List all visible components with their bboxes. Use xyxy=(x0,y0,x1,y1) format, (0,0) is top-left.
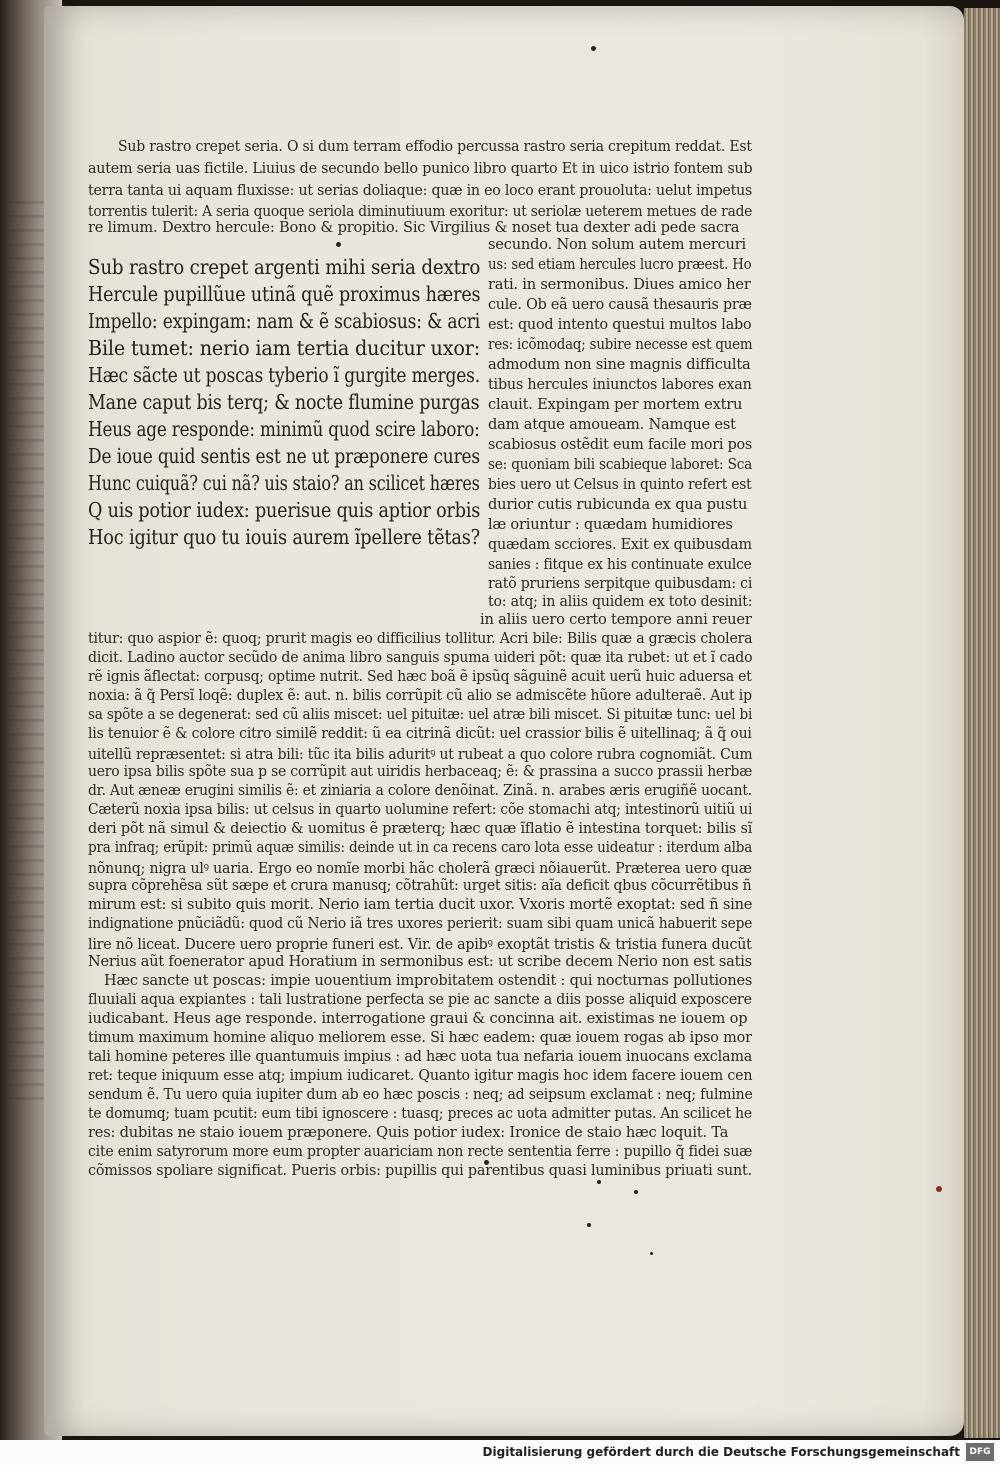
commentary-line: lire nõ liceat. Ducere uero proprie funeri est. Vir. de apibꝰ exoptãt tristis & tristia funera ducũt xyxy=(88,936,752,953)
commentary-line: sanies : fitque ex his continuate exulce xyxy=(488,556,752,573)
commentary-line: terra tanta ui aquam fluxisse: ut serias doliaque: quæ in eo loco erant prouoluta: uelut impetus xyxy=(88,182,753,199)
commentary-line: sa spõte a se degenerat: sed cũ aliis miscet: uel pituitæ: uel atræ bili miscet. Si pituitæ tunc: uel bi xyxy=(88,706,753,723)
commentary-line: noxia: ã q̃ Persĩ loqẽ: duplex ẽ: aut. n. bilis corrũpit cũ alio se admiscẽte hũore adulteraẽ. Aut ip xyxy=(88,687,752,704)
ink-spot xyxy=(634,1190,638,1194)
commentary-line: nõnunq; nigra ulꝰ uaria. Ergo eo nomĩe morbi hãc cholerã græci nõiauerũt. Præterea uero quæ xyxy=(88,860,752,877)
commentary-line: dicit. Ladino auctor secũdo de anima libro sanguis spuma uideri põt: quæ ita rubet: ut et ĩ cado xyxy=(88,649,753,666)
commentary-line: lis tenuior ẽ & colore citro similẽ reddit: ũ ea citrinã dicũt: uel crassior bilis ẽ uitellinaq; ã q̃ oui xyxy=(88,725,752,742)
commentary-line: supra cõprehẽsa sũt sæpe et crura manusq; cõtrahũt: urget sitis: aĩa deficit qbus cõcurrẽtibus ñ xyxy=(88,877,752,894)
ink-spot xyxy=(936,1186,942,1192)
commentary-line: autem seria uas fictile. Liuius de secundo bello punico libro quarto Et in uico istrio fontem sub xyxy=(88,160,753,177)
commentary-line: mirum est: si subito quis morit. Nerio iam tertia ducit uxor. Vxoris mortẽ exoptat: sed ñ sine xyxy=(88,896,753,913)
commentary-line: to: atq; in aliis quidem ex toto desinit: xyxy=(488,593,753,610)
verse-line: Hoc igitur quo tu iouis aurem ĩpellere tẽtas? xyxy=(88,525,481,549)
verse-line: Hæc sãcte ut poscas tyberio ĩ gurgite merges. xyxy=(88,363,480,387)
commentary-line: us: sed etiam hercules lucro præest. Ho xyxy=(488,256,752,273)
footer-bar xyxy=(0,1440,1000,1465)
verse-line: De ioue quid sentis est ne ut præponere cures xyxy=(88,444,480,468)
ink-spot xyxy=(336,242,341,247)
verse-line: Bile tumet: nerio iam tertia ducitur uxor: xyxy=(88,336,481,360)
commentary-line: est: quod intento questui multos labo xyxy=(488,316,752,333)
verse-line: Impello: expingam: nam & ẽ scabiosus: & acri xyxy=(88,309,481,333)
commentary-line: se: quoniam bili scabieque laboret: Sca xyxy=(488,456,753,473)
commentary-line: ret: teque iniquum esse atq; impium iudicaret. Quanto igitur magis hoc idem facere iouem cen xyxy=(88,1067,753,1084)
commentary-line: rati. in sermonibus. Diues amico her xyxy=(488,276,751,293)
verse-line: Hunc cuiquã? cui nã? uis staio? an scilicet hæres xyxy=(88,471,480,495)
commentary-line: læ oriuntur : quædam humidiores xyxy=(488,516,733,533)
commentary-line: cõmissos spoliare significat. Pueris orbis: pupillis qui parentibus quasi luminibus priuati sunt. xyxy=(88,1162,752,1179)
commentary-line: cule. Ob eã uero causã thesauris præ xyxy=(488,296,752,313)
ink-spot xyxy=(650,1252,653,1255)
verse-line: Hercule pupillũue utinã quẽ proximus hæres xyxy=(88,282,481,306)
dfg-logo: DFG xyxy=(966,1443,994,1461)
commentary-line: tibus hercules iniunctos labores exan xyxy=(488,376,752,393)
commentary-line: uitellũ repræsentet: si atra bili: tũc ita bilis aduritꝰ ut rubeat a quo colore rubra cognomiãt. Cum xyxy=(88,746,753,763)
commentary-line: sendum ẽ. Tu uero quia iupiter dum ab eo hæc poscis : neq; ad seipsum exclamat : neq; fulmine xyxy=(88,1086,753,1103)
commentary-line: secundo. Non solum autem mercuri xyxy=(488,236,747,253)
right-page-edges xyxy=(964,8,1000,1438)
commentary-line: tali homine peteres ille quantumuis impius : ad hæc uota tua nefaria iouem inuocans exclama xyxy=(88,1048,753,1065)
commentary-line: cite enim satyrorum more eum propter auariciam non recte sententia ferre : pupillo q̃ fidei suæ xyxy=(88,1143,753,1160)
commentary-line: deri põt nã simul & deiectio & uomitus ẽ præterq; hæc quæ ĩflatio ẽ intestina torquet: bilis sĩ xyxy=(88,820,753,837)
commentary-line: te domumq; tuam pcutit: eum tibi ignoscere : tuasq; preces ac uota admitter putas. An scilicet he xyxy=(88,1105,752,1122)
commentary-line: dr. Aut æneæ erugini similis ẽ: et ziniaria a colore denõinat. Zinã. n. arabes æris erugiñẽ uocant. xyxy=(88,782,752,799)
commentary-line: bies uero ut Celsus in quinto refert est xyxy=(488,476,752,493)
footer-credit-text: Digitalisierung gefördert durch die Deutsche Forschungsgemeinschaft xyxy=(482,1445,960,1459)
verse-line: Sub rastro crepet argenti mihi seria dextro xyxy=(88,255,481,279)
commentary-line: clauit. Expingam per mortem extru xyxy=(488,396,743,413)
verse-line: Heus age responde: minimũ quod scire laboro: xyxy=(88,417,480,441)
ink-spot xyxy=(587,1223,591,1227)
commentary-line: iudicabant. Heus age responde. interrogatione graui & concinna ait. existimas ne iouem op xyxy=(88,1010,748,1027)
commentary-line: scabiosus ostẽdit eum facile mori pos xyxy=(488,436,753,453)
commentary-line: res: icõmodaq; subire necesse est quem xyxy=(488,336,753,353)
commentary-line: quædam scciores. Exit ex quibusdam xyxy=(488,536,752,553)
commentary-line: pra infraq; erũpit: primũ aquæ similis: deinde ut in ca recens caro lota esse uideatur : iterdum alba xyxy=(88,839,753,856)
commentary-line: Sub rastro crepet seria. O si dum terram effodio percussa rastro seria crepitum reddat. Est xyxy=(118,138,752,155)
commentary-line: torrentis tulerit: A seria quoque seriola diminutiuum exoritur: ut seriolæ ueterem metues de rade xyxy=(88,203,753,220)
commentary-line: timum maximum homine aliquo meliorem esse. Si hæc eadem: quæ iouem rogas ab ipso mor xyxy=(88,1029,752,1046)
ink-spot xyxy=(591,46,596,51)
commentary-line: durior cutis rubicunda ex qua pustu xyxy=(488,496,748,513)
ink-spot xyxy=(597,1180,601,1184)
commentary-line: fluuiali aqua expiantes : tali lustratione perfecta se pie ac sancte a diis posse aliquid exposcere xyxy=(88,991,752,1008)
commentary-line: dam atque amoueam. Namque est xyxy=(488,416,736,433)
commentary-line: res: dubitas ne staio iouem præponere. Quis potior iudex: Ironice de staio hæc loquit. Ta xyxy=(88,1124,729,1141)
commentary-line: titur: quo aspior ẽ: quoq; prurit magis eo difficilius tollitur. Acri bile: Bilis quæ a græcis cholera xyxy=(88,630,753,647)
commentary-line: indignatione pnũciãdũ: quod cũ Nerio iã tres uxores perierit: suam sibi quam unicã habuerit sepe xyxy=(88,915,753,932)
commentary-line: re limum. Dextro hercule: Bono & propitio. Sic Virgilius & noset tua dexter adi pede sacra xyxy=(88,219,740,236)
commentary-line: in aliis uero certo tempore anni reuer xyxy=(480,611,752,628)
verse-line: Q uis potior iudex: puerisue quis aptior orbis xyxy=(88,498,481,522)
verse-line: Mane caput bis terq; & nocte flumine purgas xyxy=(88,390,480,414)
commentary-line: Nerius aũt foenerator apud Horatium in sermonibus est: ut scribe decem Nerio non est satis xyxy=(88,953,752,970)
commentary-line: ratõ pruriens serpitque quibusdam: ci xyxy=(488,575,753,592)
commentary-line: admodum non sine magnis difficulta xyxy=(488,356,751,373)
commentary-line: Cæterũ noxia ipsa bilis: ut celsus in quarto uolumine refert: cõe stomachi atq; intestinorũ uitiũ ui xyxy=(88,801,753,818)
commentary-line: uero ipsa bilis spõte sua p se corrũpit aut uiridis herbaceaq; ẽ: & prassina a succo prassii herbæ xyxy=(88,763,753,780)
commentary-line: Hæc sancte ut poscas: impie uouentium improbitatem ostendit : qui nocturnas pollutiones xyxy=(104,972,753,989)
commentary-line: rẽ ignis ãflectat: corpusq; optime nutrit. Sed hæc boã ẽ ipsũq sãguinẽ acuit uerũ huic aduersa et xyxy=(88,668,752,685)
